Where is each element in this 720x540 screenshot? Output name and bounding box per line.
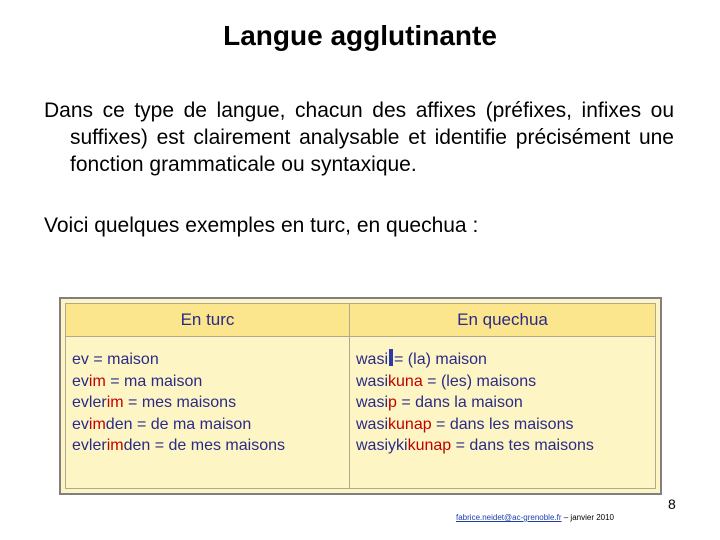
turkish-example: evimden = de ma maison	[72, 415, 252, 433]
turkish-example: evlerim = mes maisons	[72, 394, 237, 411]
header-turkish: En turc	[66, 304, 350, 337]
examples-intro: Voici quelques exemples en turc, en quechua :	[44, 214, 479, 237]
turkish-example: evlerimden = de mes maisons	[72, 437, 286, 454]
quechua-example: wasip = dans la maison	[356, 394, 523, 411]
footer	[456, 513, 614, 522]
examples-table	[65, 303, 656, 489]
turkish-example: evim = ma maison	[72, 372, 203, 390]
quechua-example: wasi = (la) maison	[356, 351, 487, 368]
turkish-examples-cell	[66, 337, 350, 489]
turkish-example: ev = maison	[72, 351, 159, 368]
header-quechua: En quechua	[350, 304, 656, 337]
quechua-example: wasikuna = (les) maisons	[356, 372, 537, 390]
quechua-example: wasikunap = dans les maisons	[356, 415, 574, 433]
footer-email-link[interactable]: fabrice.neidet@ac-grenoble.fr	[456, 513, 562, 522]
page-number: 8	[668, 496, 676, 512]
empty-affix-marker	[389, 349, 393, 366]
page-title: Langue agglutinante	[223, 20, 497, 51]
footer-date: – janvier 2010	[561, 513, 614, 522]
examples-table-frame	[59, 297, 662, 495]
quechua-examples-cell	[350, 337, 656, 489]
intro-paragraph: Dans ce type de langue, chacun des affixes (préfixes, infixes ou suffixes) est clairement analysable et identifie précisément une fonction grammaticale ou syntaxique.	[44, 99, 674, 176]
quechua-example: wasiykikunap = dans tes maisons	[356, 437, 594, 454]
